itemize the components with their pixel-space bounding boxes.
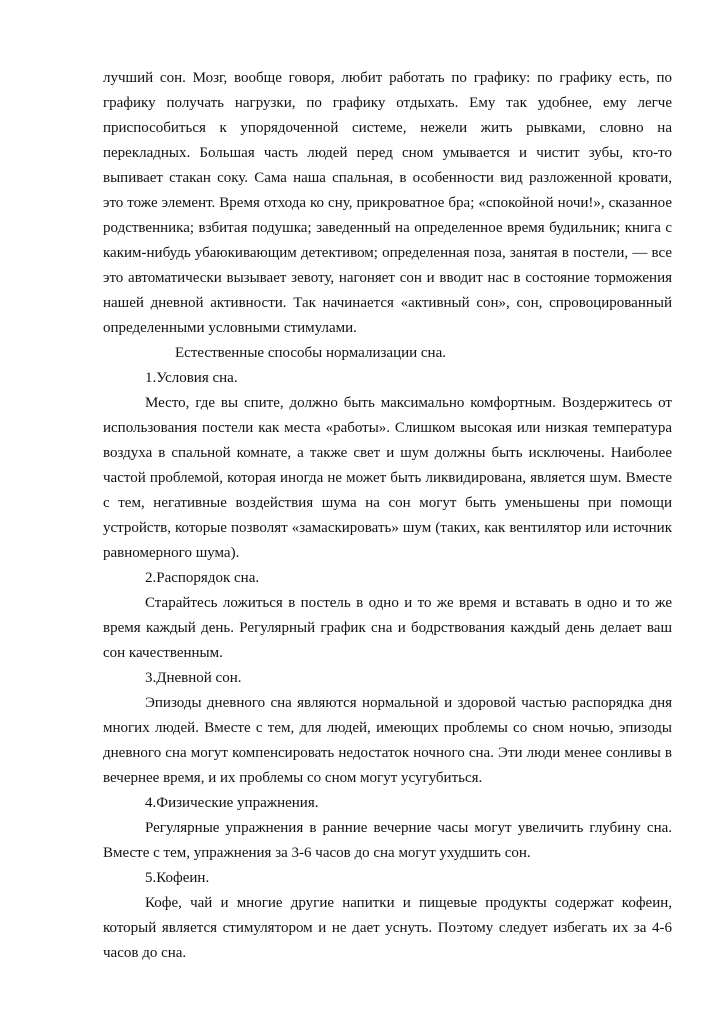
item-1-title: 1.Условия сна. [145,370,238,386]
item-5-title: 5.Кофеин. [145,870,210,886]
item-4-title: 4.Физические упражнения. [145,795,319,811]
item-2-title: 2.Распорядок сна. [145,570,260,586]
item-3-title: 3.Дневной сон. [145,670,242,686]
item-1-text: Место, где вы спите, должно быть максимально комфортным. Воздержитесь от использования постели как места «работы». Слишком высокая или низкая температура воздуха в спальной комнате, а также свет и шум должны быть исключены. Наиболее частой проблемой, которая иногда не может быть ликвидирована, является шум. Вместе с тем, негативные воздействия шума на сон могут быть уменьшены при помощи устройств, которые позволят «замаскировать» шум (таких, как вентилятор или источник равномерного шума). [103,395,672,561]
item-4-text: Регулярные упражнения в ранние вечерние часы могут увеличить глубину сна. Вместе с тем, упражнения за 3-6 часов до сна могут ухудшить сон. [103,820,672,861]
item-5-text: Кофе, чай и многие другие напитки и пищевые продукты содержат кофеин, который является стимулятором и не дает уснуть. Поэтому следует избегать их за 4-6 часов до сна. [103,895,672,961]
item-3-text: Эпизоды дневного сна являются нормальной и здоровой частью распорядка дня многих людей. Вместе с тем, для людей, имеющих проблемы со сном ночью, эпизоды дневного сна могут компенсировать недостаток ночного сна. Эти люди менее сонливы в вечернее время, и их проблемы со сном могут усугубиться. [103,695,672,786]
document-body [103,66,672,966]
item-2-text: Старайтесь ложиться в постель в одно и то же время и вставать в одно и то же время каждый день. Регулярный график сна и бодрствования каждый день делает ваш сон качественным. [103,595,672,661]
section-title: Естественные способы нормализации сна. [175,345,446,361]
intro-paragraph: лучший сон. Мозг, вообще говоря, любит работать по графику: по графику есть, по графику получать нагрузки, по графику отдыхать. Ему так удобнее, ему легче приспособиться к упорядоченной системе, нежели жить рывками, словно на перекладных. Большая часть людей перед сном умывается и чистит зубы, кто-то выпивает стакан соку. Сама наша спальная, в особенности вид разложенной кровати, это тоже элемент. Время отхода ко сну, прикроватное бра; «спокойной ночи!», сказанное родственника; взбитая подушка; заведенный на определенное время будильник; книга с каким-нибудь убаюкивающим детективом; определенная поза, занятая в постели, — все это автоматически вызывает зевоту, нагоняет сон и вводит нас в состояние торможения нашей дневной активности. Так начинается «активный сон», сон, спровоцированный определенными условными стимулами. [103,70,672,336]
